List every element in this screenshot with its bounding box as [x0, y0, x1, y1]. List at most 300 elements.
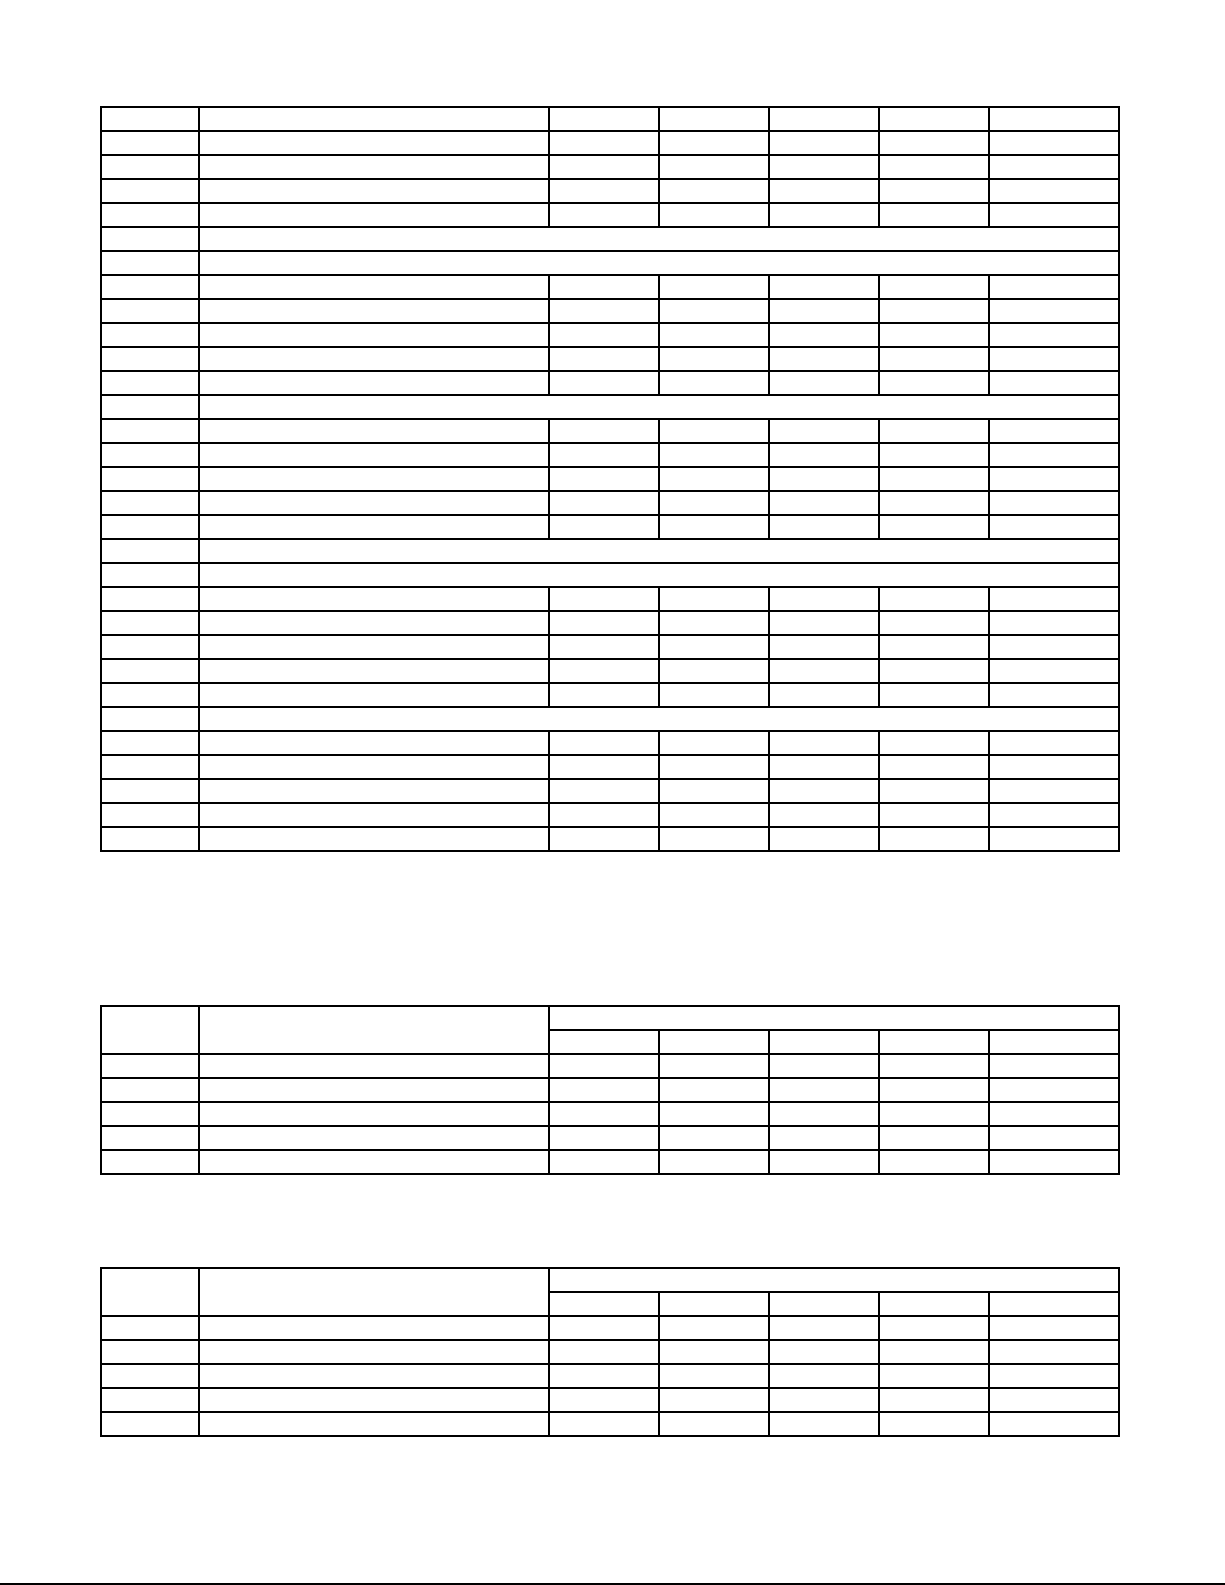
- value-cell: [879, 635, 989, 659]
- header-group-cell: [549, 1006, 1119, 1030]
- row-label-cell: [101, 563, 199, 587]
- value-cell: [879, 1340, 989, 1364]
- description-cell: [199, 1126, 549, 1150]
- value-cell: [549, 1150, 659, 1174]
- value-cell: [879, 371, 989, 395]
- row-label-cell: [101, 1150, 199, 1174]
- header-cell: [549, 1030, 659, 1054]
- row-label-cell: [101, 755, 199, 779]
- table-row: [101, 755, 1119, 779]
- value-cell: [769, 731, 879, 755]
- table-row: [101, 179, 1119, 203]
- row-label-cell: [101, 395, 199, 419]
- value-cell: [549, 1364, 659, 1388]
- value-cell: [989, 1102, 1119, 1126]
- header-cell: [879, 1292, 989, 1316]
- value-cell: [549, 611, 659, 635]
- table-row: [101, 659, 1119, 683]
- header-cell: [101, 1006, 199, 1054]
- description-cell: [199, 467, 549, 491]
- value-cell: [989, 299, 1119, 323]
- description-cell: [199, 371, 549, 395]
- value-cell: [989, 467, 1119, 491]
- table-row: [101, 779, 1119, 803]
- value-cell: [549, 515, 659, 539]
- table-row: [101, 1364, 1119, 1388]
- value-cell: [659, 587, 769, 611]
- description-cell: [199, 755, 549, 779]
- value-cell: [659, 731, 769, 755]
- section-cell: [199, 227, 1119, 251]
- value-cell: [549, 683, 659, 707]
- table-row: [101, 515, 1119, 539]
- value-cell: [989, 1340, 1119, 1364]
- description-cell: [199, 515, 549, 539]
- value-cell: [989, 1150, 1119, 1174]
- value-cell: [769, 1412, 879, 1436]
- summary-table-a: [100, 1005, 1120, 1175]
- value-cell: [659, 107, 769, 131]
- table-row: [101, 1316, 1119, 1340]
- description-cell: [199, 779, 549, 803]
- value-cell: [659, 1126, 769, 1150]
- value-cell: [549, 827, 659, 851]
- value-cell: [659, 515, 769, 539]
- table-row: [101, 827, 1119, 851]
- value-cell: [989, 827, 1119, 851]
- table-row: [101, 683, 1119, 707]
- value-cell: [659, 491, 769, 515]
- description-cell: [199, 683, 549, 707]
- row-label-cell: [101, 611, 199, 635]
- table-row: [101, 131, 1119, 155]
- value-cell: [989, 443, 1119, 467]
- value-cell: [989, 131, 1119, 155]
- value-cell: [549, 347, 659, 371]
- value-cell: [879, 683, 989, 707]
- value-cell: [659, 1316, 769, 1340]
- value-cell: [549, 107, 659, 131]
- value-cell: [549, 1126, 659, 1150]
- table-row: [101, 467, 1119, 491]
- value-cell: [659, 1054, 769, 1078]
- value-cell: [549, 275, 659, 299]
- table-row: [101, 107, 1119, 131]
- row-label-cell: [101, 227, 199, 251]
- value-cell: [879, 275, 989, 299]
- value-cell: [549, 419, 659, 443]
- table-row: [101, 1126, 1119, 1150]
- description-cell: [199, 1102, 549, 1126]
- value-cell: [879, 299, 989, 323]
- row-label-cell: [101, 515, 199, 539]
- value-cell: [659, 659, 769, 683]
- value-cell: [659, 803, 769, 827]
- table-row: [101, 275, 1119, 299]
- row-label-cell: [101, 371, 199, 395]
- value-cell: [549, 803, 659, 827]
- value-cell: [879, 443, 989, 467]
- value-cell: [879, 467, 989, 491]
- value-cell: [659, 323, 769, 347]
- value-cell: [989, 1316, 1119, 1340]
- description-cell: [199, 1150, 549, 1174]
- table-row: [101, 611, 1119, 635]
- section-row: [101, 707, 1119, 731]
- row-label-cell: [101, 251, 199, 275]
- value-cell: [989, 803, 1119, 827]
- value-cell: [879, 1316, 989, 1340]
- value-cell: [879, 1364, 989, 1388]
- value-cell: [769, 347, 879, 371]
- value-cell: [769, 611, 879, 635]
- value-cell: [989, 203, 1119, 227]
- value-cell: [549, 779, 659, 803]
- table-row: [101, 635, 1119, 659]
- value-cell: [879, 1412, 989, 1436]
- section-row: [101, 251, 1119, 275]
- value-cell: [659, 755, 769, 779]
- row-label-cell: [101, 155, 199, 179]
- row-label-cell: [101, 1412, 199, 1436]
- header-cell: [879, 1030, 989, 1054]
- value-cell: [879, 587, 989, 611]
- main-table: [100, 106, 1120, 852]
- section-cell: [199, 707, 1119, 731]
- value-cell: [549, 1102, 659, 1126]
- section-row: [101, 395, 1119, 419]
- value-cell: [989, 515, 1119, 539]
- description-cell: [199, 419, 549, 443]
- value-cell: [769, 1388, 879, 1412]
- table-row: [101, 323, 1119, 347]
- value-cell: [879, 347, 989, 371]
- header-cell: [989, 1030, 1119, 1054]
- value-cell: [659, 779, 769, 803]
- value-cell: [659, 1102, 769, 1126]
- value-cell: [659, 275, 769, 299]
- description-cell: [199, 1054, 549, 1078]
- value-cell: [769, 179, 879, 203]
- value-cell: [769, 131, 879, 155]
- value-cell: [659, 371, 769, 395]
- table-row: [101, 1054, 1119, 1078]
- row-label-cell: [101, 1102, 199, 1126]
- row-label-cell: [101, 1364, 199, 1388]
- description-cell: [199, 299, 549, 323]
- description-cell: [199, 827, 549, 851]
- row-label-cell: [101, 707, 199, 731]
- table-row: [101, 1340, 1119, 1364]
- row-label-cell: [101, 1078, 199, 1102]
- description-cell: [199, 275, 549, 299]
- section-cell: [199, 563, 1119, 587]
- description-cell: [199, 491, 549, 515]
- value-cell: [879, 1150, 989, 1174]
- value-cell: [769, 443, 879, 467]
- value-cell: [879, 107, 989, 131]
- header-cell: [769, 1292, 879, 1316]
- value-cell: [549, 1340, 659, 1364]
- value-cell: [989, 419, 1119, 443]
- description-cell: [199, 443, 549, 467]
- description-cell: [199, 587, 549, 611]
- value-cell: [989, 1078, 1119, 1102]
- table-row: [101, 155, 1119, 179]
- header-cell: [199, 1006, 549, 1054]
- value-cell: [769, 659, 879, 683]
- description-cell: [199, 323, 549, 347]
- table-row: [101, 587, 1119, 611]
- value-cell: [659, 131, 769, 155]
- summary-table-a-body: [101, 1054, 1119, 1174]
- value-cell: [879, 803, 989, 827]
- value-cell: [769, 1102, 879, 1126]
- value-cell: [549, 1078, 659, 1102]
- value-cell: [989, 659, 1119, 683]
- value-cell: [549, 1054, 659, 1078]
- value-cell: [879, 179, 989, 203]
- value-cell: [879, 419, 989, 443]
- value-cell: [879, 491, 989, 515]
- value-cell: [769, 1364, 879, 1388]
- value-cell: [549, 371, 659, 395]
- row-label-cell: [101, 491, 199, 515]
- table-row: [101, 419, 1119, 443]
- value-cell: [989, 107, 1119, 131]
- row-label-cell: [101, 179, 199, 203]
- row-label-cell: [101, 659, 199, 683]
- row-label-cell: [101, 803, 199, 827]
- description-cell: [199, 1364, 549, 1388]
- table-row: [101, 347, 1119, 371]
- value-cell: [989, 1388, 1119, 1412]
- value-cell: [659, 611, 769, 635]
- value-cell: [879, 755, 989, 779]
- header-cell: [549, 1292, 659, 1316]
- table-row: [101, 1078, 1119, 1102]
- value-cell: [769, 1150, 879, 1174]
- description-cell: [199, 107, 549, 131]
- table-row: [101, 1102, 1119, 1126]
- value-cell: [989, 1412, 1119, 1436]
- value-cell: [659, 1078, 769, 1102]
- value-cell: [989, 1054, 1119, 1078]
- value-cell: [879, 203, 989, 227]
- description-cell: [199, 131, 549, 155]
- value-cell: [549, 587, 659, 611]
- value-cell: [769, 467, 879, 491]
- value-cell: [879, 1126, 989, 1150]
- description-cell: [199, 731, 549, 755]
- value-cell: [549, 731, 659, 755]
- row-label-cell: [101, 467, 199, 491]
- value-cell: [659, 1150, 769, 1174]
- value-cell: [549, 299, 659, 323]
- value-cell: [659, 347, 769, 371]
- section-cell: [199, 539, 1119, 563]
- table-row: [101, 299, 1119, 323]
- description-cell: [199, 347, 549, 371]
- table-row: [101, 203, 1119, 227]
- value-cell: [549, 131, 659, 155]
- value-cell: [989, 347, 1119, 371]
- value-cell: [769, 1126, 879, 1150]
- description-cell: [199, 659, 549, 683]
- value-cell: [989, 275, 1119, 299]
- value-cell: [989, 1126, 1119, 1150]
- value-cell: [879, 1078, 989, 1102]
- row-label-cell: [101, 299, 199, 323]
- value-cell: [989, 779, 1119, 803]
- summary-table-b: [100, 1267, 1120, 1437]
- value-cell: [989, 371, 1119, 395]
- value-cell: [659, 1388, 769, 1412]
- row-label-cell: [101, 1126, 199, 1150]
- value-cell: [989, 179, 1119, 203]
- value-cell: [879, 827, 989, 851]
- description-cell: [199, 179, 549, 203]
- table-row: [101, 371, 1119, 395]
- value-cell: [549, 1316, 659, 1340]
- value-cell: [989, 755, 1119, 779]
- main-table-body: [101, 107, 1119, 851]
- table-header-row: [101, 1268, 1119, 1292]
- row-label-cell: [101, 635, 199, 659]
- row-label-cell: [101, 1340, 199, 1364]
- value-cell: [769, 1078, 879, 1102]
- value-cell: [549, 635, 659, 659]
- value-cell: [549, 467, 659, 491]
- description-cell: [199, 635, 549, 659]
- description-cell: [199, 1412, 549, 1436]
- header-cell: [659, 1030, 769, 1054]
- row-label-cell: [101, 587, 199, 611]
- description-cell: [199, 1316, 549, 1340]
- header-cell: [199, 1268, 549, 1316]
- value-cell: [549, 491, 659, 515]
- value-cell: [659, 299, 769, 323]
- section-row: [101, 539, 1119, 563]
- value-cell: [659, 683, 769, 707]
- value-cell: [769, 779, 879, 803]
- summary-table-b-body: [101, 1316, 1119, 1436]
- value-cell: [879, 1054, 989, 1078]
- value-cell: [769, 323, 879, 347]
- description-cell: [199, 1388, 549, 1412]
- row-label-cell: [101, 779, 199, 803]
- value-cell: [879, 659, 989, 683]
- row-label-cell: [101, 347, 199, 371]
- value-cell: [549, 155, 659, 179]
- value-cell: [659, 1364, 769, 1388]
- value-cell: [879, 323, 989, 347]
- value-cell: [549, 755, 659, 779]
- header-cell: [989, 1292, 1119, 1316]
- row-label-cell: [101, 731, 199, 755]
- value-cell: [769, 803, 879, 827]
- value-cell: [659, 203, 769, 227]
- value-cell: [989, 323, 1119, 347]
- row-label-cell: [101, 827, 199, 851]
- value-cell: [769, 827, 879, 851]
- value-cell: [659, 443, 769, 467]
- value-cell: [769, 1316, 879, 1340]
- value-cell: [879, 779, 989, 803]
- value-cell: [659, 419, 769, 443]
- value-cell: [879, 131, 989, 155]
- value-cell: [769, 107, 879, 131]
- value-cell: [659, 1340, 769, 1364]
- value-cell: [659, 467, 769, 491]
- value-cell: [769, 155, 879, 179]
- row-label-cell: [101, 1388, 199, 1412]
- row-label-cell: [101, 323, 199, 347]
- table-row: [101, 1412, 1119, 1436]
- value-cell: [769, 203, 879, 227]
- table-header-row: [101, 1006, 1119, 1030]
- section-row: [101, 227, 1119, 251]
- value-cell: [879, 611, 989, 635]
- value-cell: [989, 731, 1119, 755]
- row-label-cell: [101, 275, 199, 299]
- summary-table-b-header: [101, 1268, 1119, 1316]
- value-cell: [879, 1388, 989, 1412]
- description-cell: [199, 203, 549, 227]
- value-cell: [659, 1412, 769, 1436]
- table-row: [101, 731, 1119, 755]
- value-cell: [549, 443, 659, 467]
- value-cell: [549, 1388, 659, 1412]
- value-cell: [769, 419, 879, 443]
- value-cell: [549, 179, 659, 203]
- value-cell: [769, 1054, 879, 1078]
- value-cell: [879, 1102, 989, 1126]
- value-cell: [989, 635, 1119, 659]
- value-cell: [879, 155, 989, 179]
- value-cell: [549, 203, 659, 227]
- value-cell: [549, 1412, 659, 1436]
- row-label-cell: [101, 683, 199, 707]
- value-cell: [989, 491, 1119, 515]
- value-cell: [879, 515, 989, 539]
- value-cell: [659, 155, 769, 179]
- value-cell: [659, 827, 769, 851]
- header-cell: [769, 1030, 879, 1054]
- row-label-cell: [101, 1316, 199, 1340]
- value-cell: [769, 755, 879, 779]
- section-cell: [199, 251, 1119, 275]
- header-cell: [659, 1292, 769, 1316]
- description-cell: [199, 1340, 549, 1364]
- row-label-cell: [101, 539, 199, 563]
- value-cell: [769, 683, 879, 707]
- value-cell: [989, 155, 1119, 179]
- value-cell: [769, 515, 879, 539]
- section-cell: [199, 395, 1119, 419]
- value-cell: [989, 1364, 1119, 1388]
- value-cell: [769, 587, 879, 611]
- table-row: [101, 1150, 1119, 1174]
- value-cell: [769, 1340, 879, 1364]
- table-row: [101, 803, 1119, 827]
- value-cell: [659, 179, 769, 203]
- value-cell: [989, 683, 1119, 707]
- row-label-cell: [101, 419, 199, 443]
- value-cell: [659, 635, 769, 659]
- description-cell: [199, 155, 549, 179]
- row-label-cell: [101, 131, 199, 155]
